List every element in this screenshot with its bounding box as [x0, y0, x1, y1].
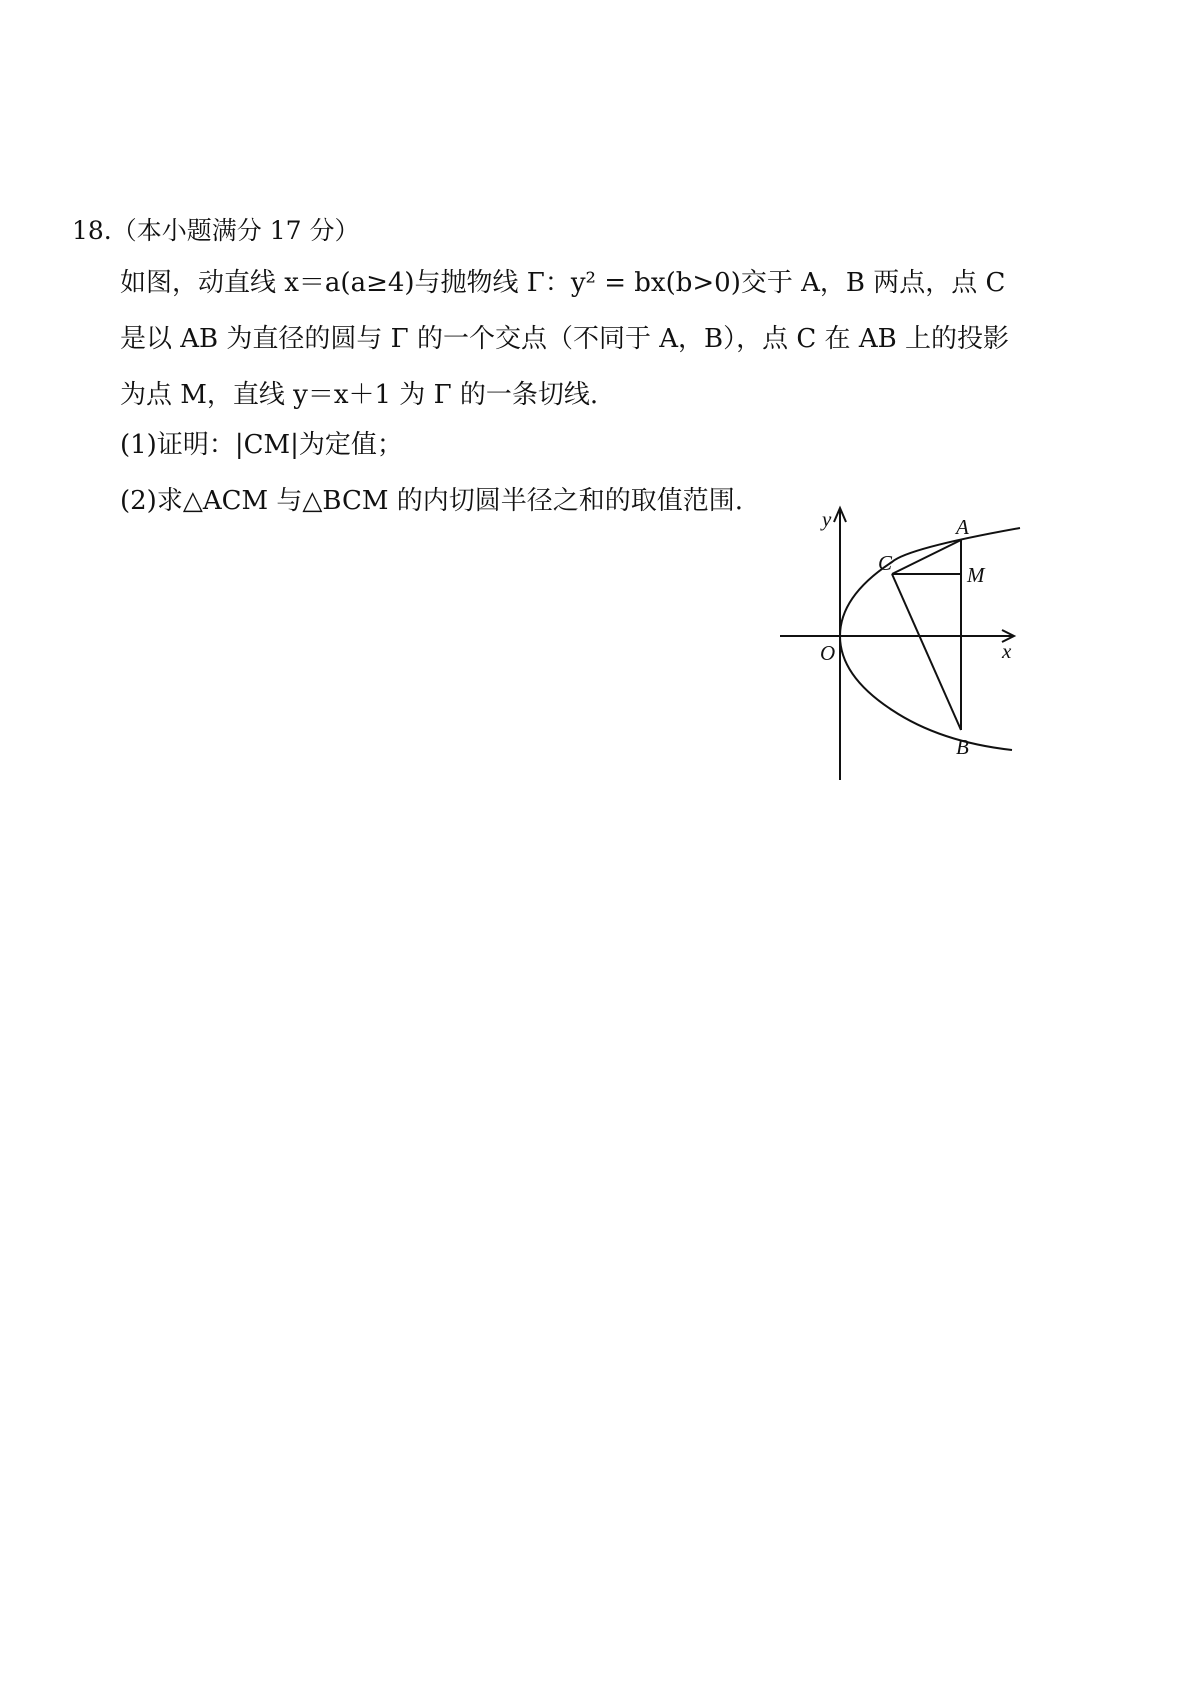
- question-part-1: (1)证明：|CM|为定值；: [120, 430, 403, 460]
- segment-cb: [892, 574, 961, 730]
- label-o: O: [820, 641, 836, 665]
- question-text-line-1: 如图，动直线 x＝a(a≥4)与抛物线 Γ：y² = bx(b>0)交于 A，B 两点，点 C: [120, 268, 1006, 298]
- question-part-2: (2)求△ACM 与△BCM 的内切圆半径之和的取值范围.: [120, 486, 744, 516]
- label-c: C: [878, 551, 893, 575]
- question-text-line-3: 为点 M，直线 y＝x＋1 为 Γ 的一条切线.: [120, 380, 599, 410]
- question-text-line-2: 是以 AB 为直径的圆与 Γ 的一个交点（不同于 A，B），点 C 在 AB 上的投影: [120, 324, 1009, 354]
- label-b: B: [956, 735, 969, 759]
- label-a: A: [956, 515, 969, 539]
- question-header: 18.（本小题满分 17 分）: [72, 216, 360, 245]
- label-y: y: [822, 507, 832, 531]
- label-x: x: [1002, 639, 1012, 663]
- parabola-curve: [840, 528, 1020, 750]
- parabola-figure: [780, 507, 1120, 820]
- label-m: M: [967, 563, 985, 587]
